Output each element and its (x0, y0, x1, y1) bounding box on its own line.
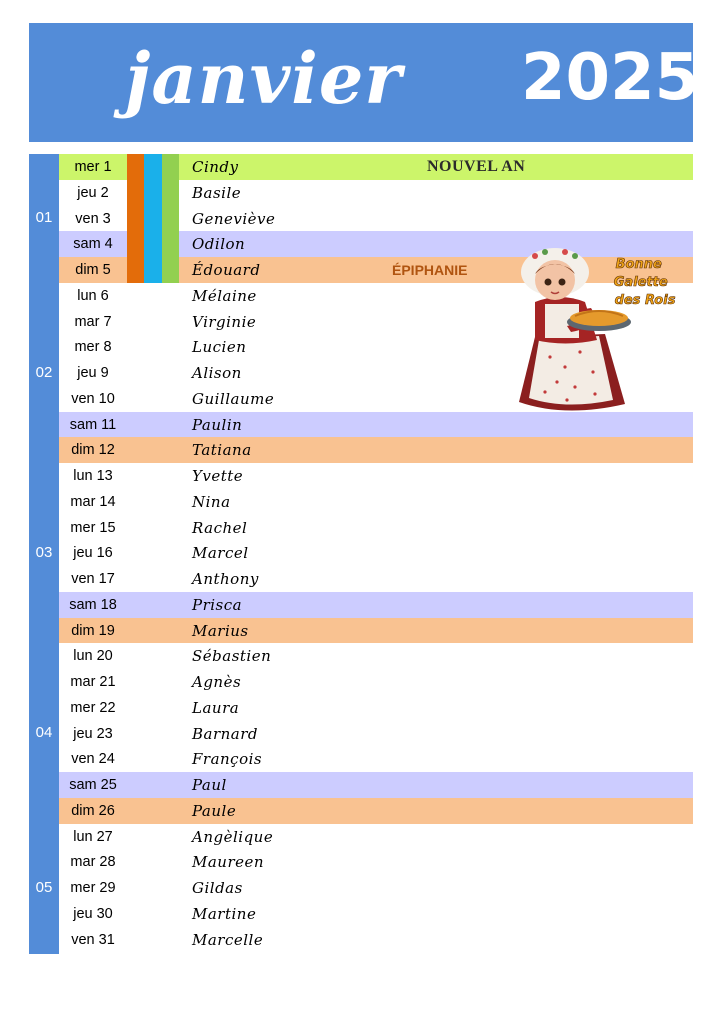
day-label: sam 18 (69, 596, 117, 613)
green-stripe (162, 154, 179, 283)
day-label: ven 3 (59, 206, 127, 232)
saint-name: Geneviève (192, 209, 276, 228)
day-label: dim 5 (75, 262, 111, 278)
day-row (59, 824, 693, 850)
day-label: lun 6 (59, 283, 127, 309)
day-label: sam 4 (73, 236, 113, 253)
day-row (59, 489, 693, 515)
day-row (59, 798, 693, 824)
holiday-label: ÉPIPHANIE (392, 262, 468, 278)
day-row (59, 875, 693, 901)
day-row (59, 437, 693, 463)
day-row (59, 901, 693, 927)
day-label: dim 19 (71, 622, 115, 639)
day-label: jeu 9 (59, 360, 127, 386)
day-row (59, 566, 693, 592)
week-number: 03 (35, 544, 53, 562)
saint-name: Gildas (192, 879, 243, 897)
saint-name: Virginie (192, 312, 257, 331)
saint-name: Tatiana (192, 441, 252, 460)
day-row (59, 618, 693, 644)
cyan-stripe (144, 154, 162, 283)
saint-name: Mélaine (192, 286, 257, 305)
day-label: mar 28 (59, 849, 127, 875)
saint-name: Sébastien (192, 647, 272, 666)
day-label: sam 11 (69, 416, 117, 433)
girl-with-galette-icon (505, 222, 685, 420)
day-label: jeu 23 (59, 721, 127, 747)
saint-name: Odilon (192, 235, 246, 254)
day-label: mer 15 (59, 515, 127, 541)
saint-name: Maureen (192, 853, 265, 872)
saint-name: Alison (192, 364, 242, 382)
saint-name: Paul (192, 776, 227, 794)
saint-name: Guillaume (192, 389, 275, 408)
week-number: 05 (35, 878, 53, 896)
day-label: sam 25 (69, 777, 117, 793)
day-label: mer 22 (59, 695, 127, 721)
month-title: janvier (125, 37, 403, 120)
saint-name: Marius (192, 621, 249, 640)
holiday-label: NOUVEL AN (427, 158, 526, 175)
saint-name: Paulin (192, 415, 243, 434)
saint-name: Barnard (192, 724, 259, 743)
saint-name: Marcel (192, 544, 249, 563)
saint-name: Yvette (192, 467, 244, 485)
saint-name: Anthony (192, 570, 259, 588)
orange-stripe (127, 154, 144, 283)
day-row (59, 463, 693, 489)
saint-name: Lucien (192, 338, 247, 357)
day-row (59, 643, 693, 669)
day-row (59, 927, 693, 953)
day-row (59, 592, 693, 618)
saint-name: Cindy (192, 158, 239, 176)
saint-name: Laura (192, 698, 240, 717)
day-label: mar 7 (59, 309, 127, 335)
day-label: dim 12 (71, 442, 115, 459)
day-label: jeu 30 (59, 901, 127, 927)
saint-name: Nina (192, 492, 231, 511)
saint-name: Agnès (192, 673, 242, 691)
saint-name: Marcelle (192, 930, 264, 949)
day-row (59, 669, 693, 695)
day-label: lun 20 (59, 643, 127, 669)
week-number: 02 (35, 363, 53, 381)
day-label: ven 10 (59, 386, 127, 412)
day-row (59, 721, 693, 747)
day-row (59, 772, 693, 798)
day-label: mer 1 (74, 159, 112, 175)
day-row (59, 515, 693, 541)
saint-name: Paule (192, 801, 237, 820)
day-label: lun 13 (59, 463, 127, 489)
day-row (59, 849, 693, 875)
saint-name: François (192, 750, 263, 769)
svg-text:Bonne Galette des Rois: Bonne Galette des Rois (613, 257, 676, 308)
header-banner (29, 23, 700, 142)
saint-name: Basile (192, 183, 242, 202)
day-label: mar 14 (59, 489, 127, 515)
saint-name: Martine (192, 904, 257, 923)
day-label: mar 21 (59, 669, 127, 695)
saint-name: Angèlique (192, 827, 274, 846)
day-row (59, 540, 693, 566)
day-label: mer 29 (59, 875, 127, 901)
day-label: ven 24 (59, 746, 127, 772)
day-label: ven 31 (59, 927, 127, 953)
day-row (59, 695, 693, 721)
day-label: ven 17 (59, 566, 127, 592)
year-title: 2025 (521, 41, 700, 115)
day-label: mer 8 (59, 334, 127, 360)
day-label: jeu 16 (59, 540, 127, 566)
saint-name: Rachel (192, 518, 248, 537)
day-row (59, 746, 693, 772)
saint-name: Prisca (192, 595, 243, 614)
day-label: dim 26 (71, 802, 115, 819)
week-number: 04 (35, 724, 53, 742)
week-number: 01 (35, 209, 53, 227)
day-label: lun 27 (59, 824, 127, 850)
saint-name: Édouard (192, 261, 261, 279)
day-label: jeu 2 (59, 180, 127, 206)
